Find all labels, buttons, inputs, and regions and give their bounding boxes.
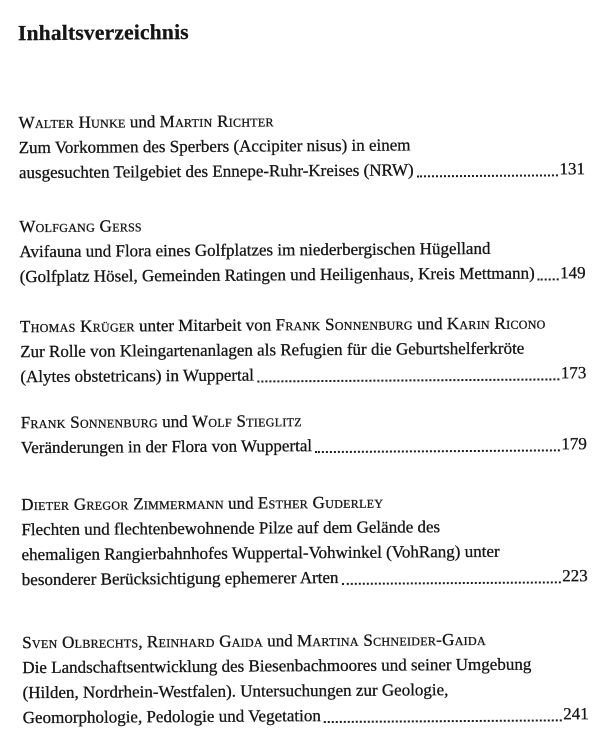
page-number: 223	[562, 566, 588, 586]
entry-title	[21, 431, 587, 460]
page-number: 241	[563, 704, 589, 724]
toc-entry	[21, 488, 588, 592]
dot-leader	[324, 701, 562, 723]
title-line: Flechten und flechtenbewohnende Pilze auf dem Gelände des	[21, 517, 441, 540]
entry-title	[19, 235, 585, 289]
author-name: Reinhard Gaida	[146, 631, 264, 652]
title-line	[21, 431, 587, 460]
author-name: Wolfgang Gerß	[19, 216, 142, 237]
author-name: Esther Guderley	[257, 492, 384, 513]
entry-title	[22, 651, 589, 730]
toc-entry	[20, 310, 587, 389]
toc-entry	[19, 210, 586, 289]
title-line-text: Geomorphologie, Pedologie und Vegetation	[22, 706, 321, 728]
author-name: Frank Sonnenburg	[20, 412, 159, 433]
author-name: Frank Sonnenburg	[275, 314, 413, 335]
page-title: Inhaltsverzeichnis	[17, 19, 189, 46]
toc-entry	[18, 106, 585, 185]
author-name: Thomas Krüger	[19, 316, 135, 337]
author-name: Dieter Gregor Zimmermann	[21, 493, 224, 515]
page-number: 173	[560, 363, 587, 383]
page-number: 149	[560, 263, 586, 283]
toc-entry	[22, 626, 589, 730]
author-name: Martin Richter	[159, 111, 274, 132]
page-number: 131	[559, 159, 585, 179]
title-line	[19, 156, 585, 185]
author-connector: ,	[138, 632, 147, 652]
title-line: ehemaligen Rangierbahnhofes Wuppertal-Vohwinkel (VohRang) unter	[21, 541, 500, 565]
title-line-text: besonderer Berücksichtigung ephemerer Arten	[21, 567, 339, 590]
title-line: Die Landschaftsentwicklung des Biesenbachmoores und seiner Umgebung	[22, 654, 532, 678]
author-name: Martina Schneider-Gaida	[296, 629, 486, 651]
dot-leader	[538, 260, 559, 280]
entry-title	[21, 513, 588, 592]
author-name: Wolf Stieglitz	[191, 411, 302, 431]
entry-title	[19, 131, 585, 185]
author-name: Walter Hunke	[18, 112, 126, 133]
dot-leader	[341, 563, 560, 585]
title-line-text: (Golfplatz Hösel, Gemeinden Ratingen und Heiligenhaus, Kreis Mettmann)	[19, 263, 535, 287]
page-number: 179	[561, 434, 587, 454]
dot-leader	[417, 156, 558, 177]
author-connector: und	[157, 411, 193, 432]
title-line	[23, 701, 589, 730]
author-connector: unter Mitarbeit von	[134, 315, 276, 336]
title-line: (Hilden, Nordrhein-Westfalen). Untersuchungen zur Geologie,	[22, 680, 449, 703]
title-line-text: Veränderungen in der Flora von Wuppertal	[20, 436, 313, 458]
title-line: Zur Rolle von Kleingartenanlagen als Refugien für die Geburtshelferkröte	[20, 338, 525, 362]
title-line: Avifauna und Flora eines Golfplatzes im niederbergischen Hügelland	[19, 238, 491, 262]
dot-leader	[315, 431, 559, 453]
title-line-text: ausgesuchten Teilgebiet des Ennepe-Ruhr-Kreises (NRW)	[18, 160, 414, 183]
title-line: Zum Vorkommen des Sperbers (Accipiter nisus) in einem	[18, 135, 411, 158]
toc-entries	[18, 106, 588, 730]
author-connector: und	[223, 493, 258, 513]
title-line	[20, 360, 586, 389]
title-line-text: (Alytes obstetricans) in Wuppertal	[20, 365, 255, 387]
entry-title	[20, 335, 586, 389]
title-line	[22, 563, 588, 592]
author-connector: und	[125, 112, 160, 132]
author-name: Karin Ricono	[446, 313, 546, 334]
author-connector: und	[262, 631, 298, 651]
dot-leader	[257, 360, 559, 382]
title-line	[20, 260, 586, 289]
toc-entry	[21, 406, 587, 460]
author-name: Sven Olbrechts	[22, 632, 139, 653]
author-connector: und	[412, 314, 447, 334]
